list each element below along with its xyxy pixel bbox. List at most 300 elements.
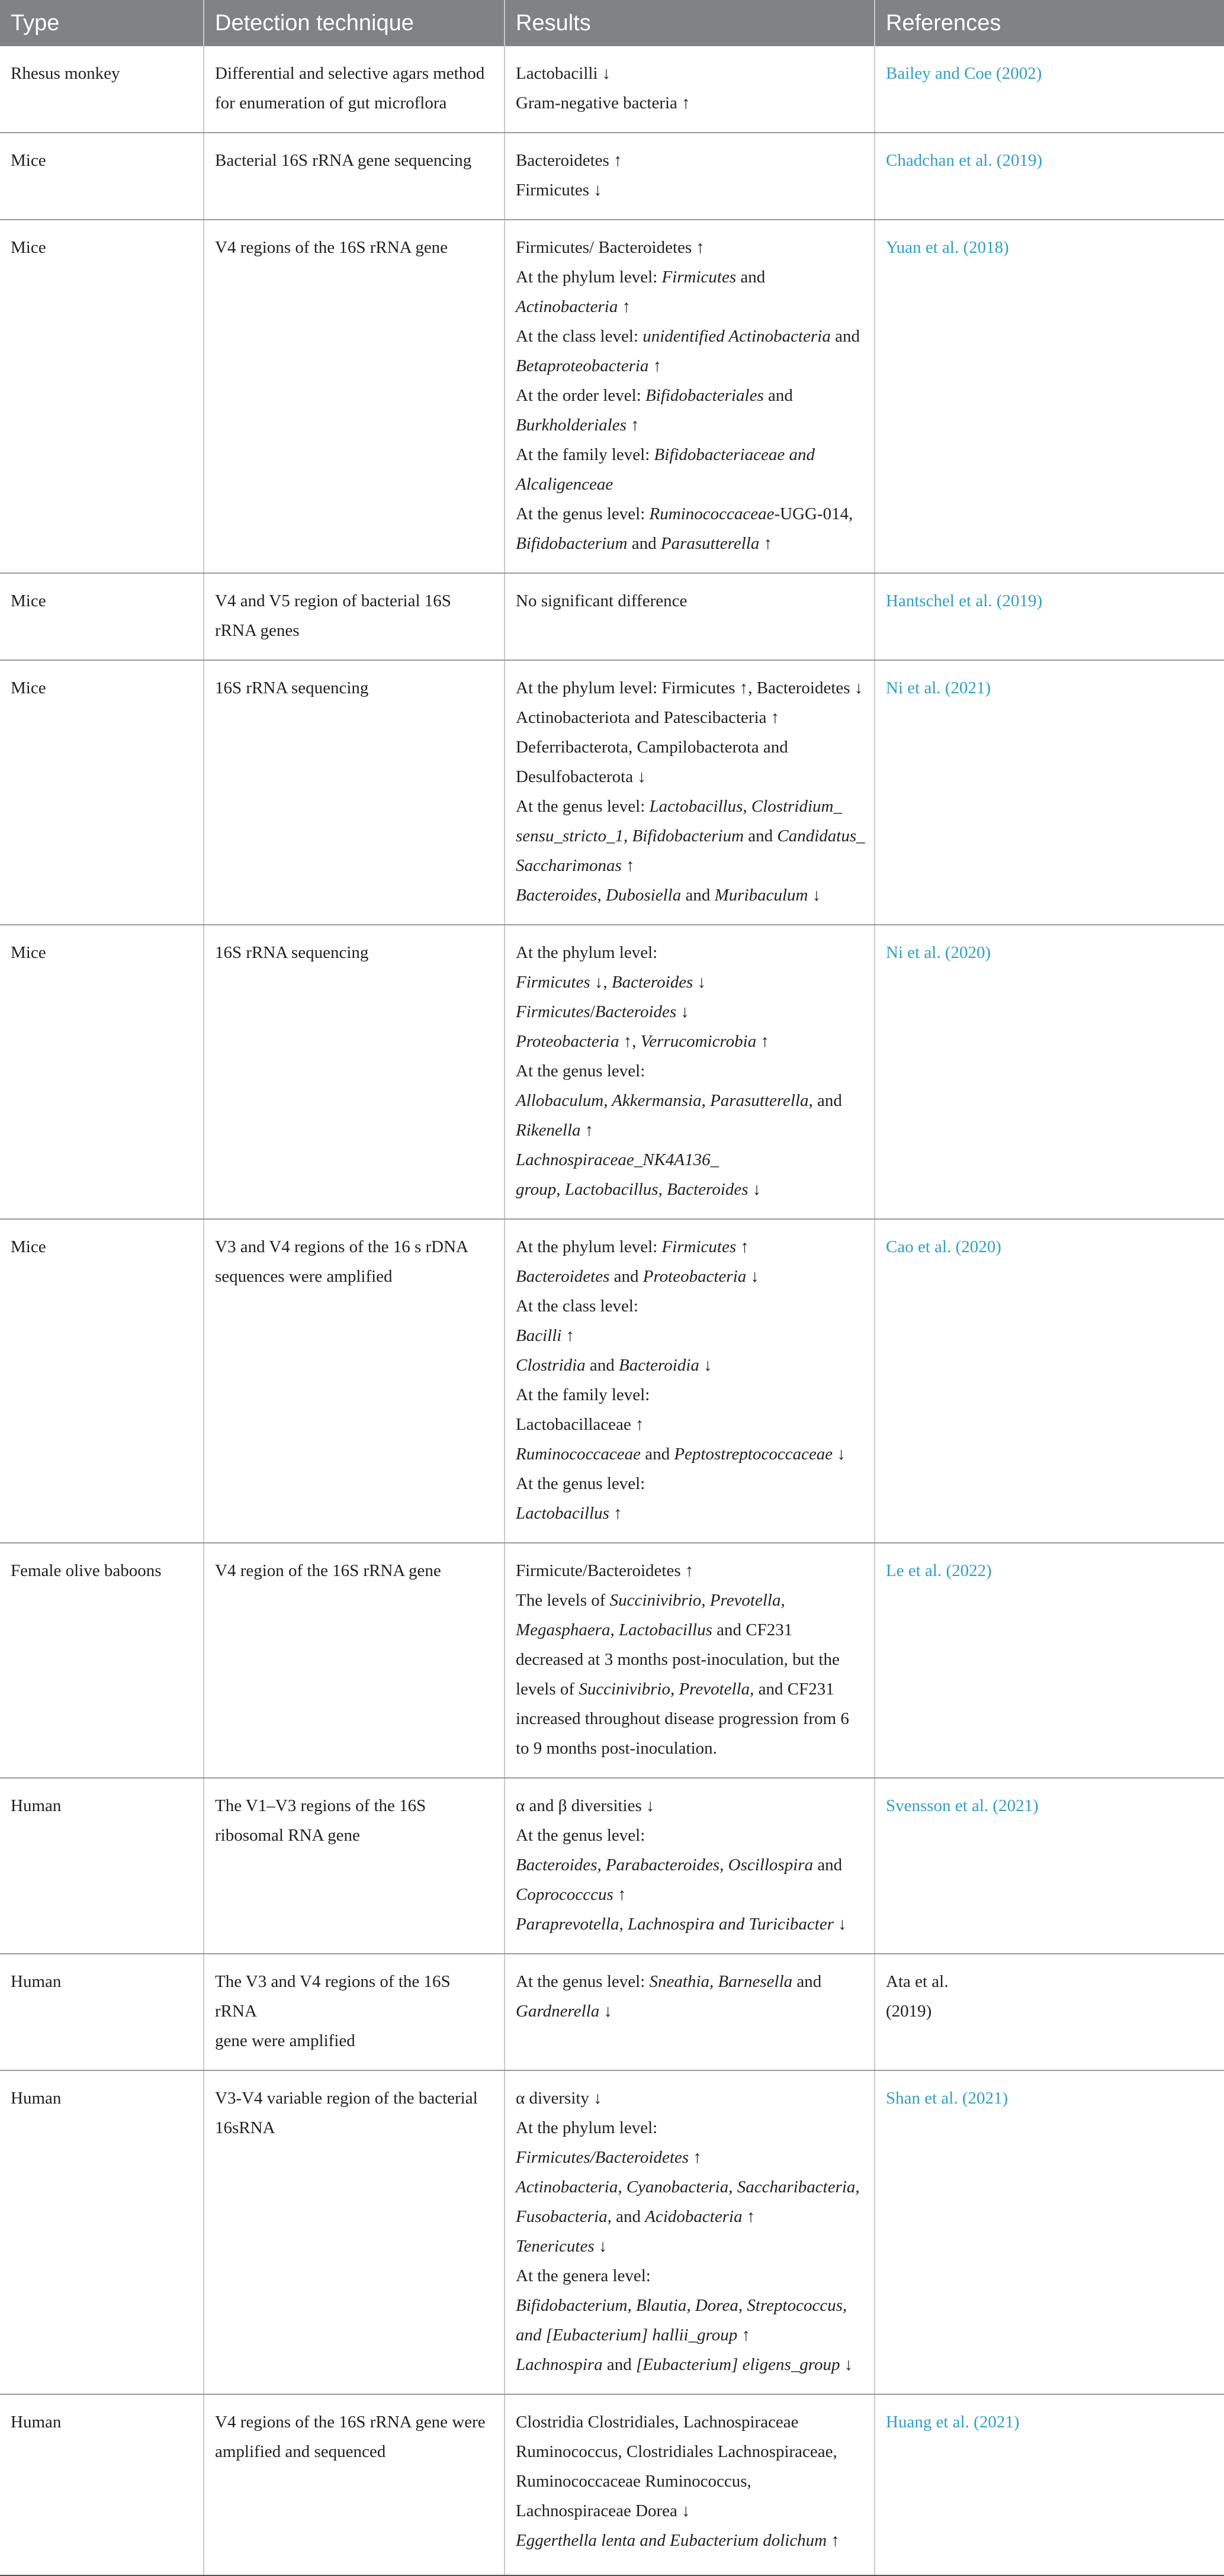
taxon-name: Firmicutes: [516, 973, 590, 992]
taxon-name: Megasphaera, Lactobacillus: [516, 1620, 712, 1639]
header-type: Type: [0, 0, 204, 46]
taxon-name: Ruminococcaceae: [649, 504, 775, 523]
result-line: [516, 997, 866, 1027]
result-text: ↓: [693, 973, 706, 992]
taxon-name: Eggerthella lenta and Eubacterium dolichum: [516, 2531, 827, 2550]
result-line: [516, 469, 866, 499]
technique-line: sequences were amplified: [215, 1267, 393, 1286]
result-text: Clostridia Clostridiales, Lachnospiraceae: [516, 2413, 799, 2432]
table-row: [0, 2070, 1224, 2394]
cell-type: Mice: [0, 1219, 204, 1543]
cell-reference[interactable]: [875, 573, 1224, 660]
cell-reference[interactable]: [875, 1543, 1224, 1778]
result-text: and CF231: [754, 1680, 834, 1699]
result-text: and: [611, 2207, 645, 2226]
result-line: [516, 1380, 866, 1410]
result-text: ↓: [676, 1002, 689, 1021]
result-text: No significant difference: [516, 591, 688, 610]
technique-line: V4 region of the 16S rRNA gene: [215, 1561, 441, 1580]
cell-detection-technique: [204, 925, 505, 1219]
result-line: [516, 2496, 866, 2526]
result-line: [516, 1909, 866, 1939]
taxon-name: Proteobacteria: [642, 1267, 747, 1286]
result-line: [516, 529, 866, 558]
result-line: [516, 1410, 866, 1439]
taxon-name: Muribaculum: [714, 886, 808, 905]
result-text: At the class level:: [516, 1297, 638, 1316]
result-text: and: [627, 534, 661, 553]
result-line: [516, 851, 866, 880]
result-text: ↑: [648, 356, 662, 375]
result-text: Deferribacterota, Campilobacterota and: [516, 738, 788, 757]
reference-link[interactable]: Svensson et al. (2021): [886, 1796, 1039, 1815]
result-line: [516, 2466, 866, 2496]
taxon-name: Burkholderiales: [516, 416, 627, 435]
result-text: Firmicute/Bacteroidetes ↑: [516, 1561, 694, 1580]
result-line: [516, 1645, 866, 1674]
result-line: [516, 1232, 866, 1262]
cell-type: Female olive baboons: [0, 1543, 204, 1778]
cell-type: Human: [0, 1778, 204, 1954]
cell-detection-technique: [204, 220, 505, 573]
reference-link[interactable]: Ni et al. (2021): [886, 678, 991, 697]
result-text: and: [602, 2355, 637, 2374]
cell-detection-technique: [204, 1219, 505, 1543]
result-text: ↓: [840, 2355, 853, 2374]
table-row: [0, 925, 1224, 1219]
result-line: [516, 938, 866, 967]
result-line: [516, 1175, 866, 1204]
result-text: At the phylum level: Firmicutes ↑, Bacteroidetes ↓: [516, 678, 863, 697]
result-text: ↑,: [619, 1032, 641, 1051]
result-text: At the genus level:: [516, 797, 650, 816]
taxon-name: and [Eubacterium] hallii_group: [516, 2326, 738, 2345]
result-text: and: [812, 1091, 842, 1110]
result-text: ↑: [756, 1032, 769, 1051]
result-text: levels of: [516, 1680, 579, 1699]
technique-line: 16S rRNA sequencing: [215, 678, 369, 697]
taxon-name: sensu_stricto_1, Bifidobacterium: [516, 826, 744, 845]
result-text: At the phylum level:: [516, 943, 658, 962]
taxon-name: Ruminococcaceae: [516, 1445, 641, 1464]
result-text: ↓: [808, 886, 821, 905]
taxon-name: Bacteroides, Parabacteroides, Oscillospira: [516, 1855, 814, 1874]
cell-type: Human: [0, 2070, 204, 2394]
reference-text: Ata et al.: [886, 1972, 949, 1991]
result-text: /: [590, 1002, 595, 1021]
taxon-name: Succinivibrio, Prevotella,: [579, 1680, 754, 1699]
reference-text: (2019): [886, 2002, 932, 2021]
taxon-name: Alcaligenceae: [516, 475, 613, 494]
taxon-name: Bacteroidia: [619, 1356, 699, 1375]
taxon-name: Verrucomicrobia: [640, 1032, 757, 1051]
result-line: [516, 1321, 866, 1350]
result-text: and: [609, 1267, 643, 1286]
result-text: Bacteroidetes ↑: [516, 151, 622, 170]
result-text: and: [763, 386, 793, 405]
cell-reference[interactable]: [875, 1219, 1224, 1543]
result-line: [516, 1791, 866, 1821]
result-text: and: [736, 268, 766, 287]
result-text: Lactobacilli ↓: [516, 64, 611, 83]
result-line: [516, 762, 866, 792]
cell-results: [505, 133, 875, 220]
result-text: and: [640, 1445, 674, 1464]
header-references: References: [875, 0, 1224, 46]
result-text: and: [681, 886, 715, 905]
result-text: Ruminococcaceae Ruminococcus,: [516, 2472, 751, 2491]
table-row: [0, 1543, 1224, 1778]
taxon-name: Firmicutes: [661, 1237, 737, 1256]
result-text: ↓,: [590, 973, 612, 992]
technique-line: ribosomal RNA gene: [215, 1826, 360, 1845]
taxon-name: Lachnospira: [516, 2355, 603, 2374]
taxon-name: group, Lactobacillus, Bacteroides: [516, 1180, 748, 1199]
taxon-name: Sneathia, Barnesella: [649, 1972, 793, 1991]
taxon-name: Firmicutes: [516, 1002, 590, 1021]
reference-link[interactable]: Chadchan et al. (2019): [886, 151, 1043, 170]
header-results: Results: [505, 0, 875, 46]
result-line: [516, 821, 866, 851]
taxon-name: Bacteroides, Dubosiella: [516, 886, 682, 905]
cell-detection-technique: [204, 2070, 505, 2394]
taxon-name: Proteobacteria: [516, 1032, 619, 1051]
cell-results: [505, 660, 875, 925]
result-text: Gram-negative bacteria ↑: [516, 94, 690, 112]
cell-results: [505, 46, 875, 133]
result-line: [516, 1262, 866, 1291]
taxon-name: Firmicutes/Bacteroidetes: [516, 2148, 689, 2167]
result-text: -UGG-014,: [774, 504, 853, 523]
result-line: [516, 1674, 866, 1704]
reference-link[interactable]: Huang et al. (2021): [886, 2413, 1020, 2432]
result-text: and CF231: [712, 1620, 793, 1639]
taxon-name: Actinobacteria: [516, 297, 618, 316]
cell-results: [505, 2394, 875, 2575]
result-text: ↑: [618, 297, 631, 316]
cell-results: [505, 220, 875, 573]
result-text: ↑: [759, 534, 773, 553]
result-text: The levels of: [516, 1591, 610, 1610]
result-line: [516, 586, 866, 616]
cell-detection-technique: [204, 1778, 505, 1954]
reference-link[interactable]: Bailey and Coe (2002): [886, 64, 1042, 83]
result-line: [516, 1056, 866, 1086]
result-line: [516, 2113, 866, 2143]
cell-reference[interactable]: [875, 2394, 1224, 2575]
cell-detection-technique: [204, 133, 505, 220]
result-line: [516, 2437, 866, 2466]
taxon-name: Bacteroidetes: [516, 1267, 610, 1286]
result-line: [516, 2526, 866, 2555]
result-line: [516, 2291, 866, 2320]
result-text: decreased at 3 months post-inoculation, but the: [516, 1650, 840, 1669]
result-text: ↓: [699, 1356, 712, 1375]
result-line: [516, 1086, 866, 1115]
taxon-name: Rikenella: [516, 1121, 581, 1140]
result-line: [516, 1880, 866, 1909]
result-line: [516, 292, 866, 321]
result-line: [516, 381, 866, 410]
cell-reference[interactable]: [875, 220, 1224, 573]
taxon-name: Lactobacillus, Clostridium_: [649, 797, 842, 816]
reference-link[interactable]: Shan et al. (2021): [886, 2089, 1008, 2108]
taxon-name: Peptostreptococcaceae: [674, 1445, 833, 1464]
cell-detection-technique: [204, 46, 505, 133]
result-line: [516, 673, 866, 703]
technique-line: Bacterial 16S rRNA gene sequencing: [215, 151, 472, 170]
result-line: [516, 1996, 866, 2026]
result-line: [516, 1821, 866, 1850]
cell-results: [505, 1778, 875, 1954]
result-line: [516, 410, 866, 440]
result-line: [516, 1556, 866, 1586]
result-text: ↓: [746, 1267, 759, 1286]
result-text: At the family level:: [516, 1385, 650, 1404]
result-text: ↑: [827, 2531, 840, 2550]
result-line: [516, 2320, 866, 2350]
taxon-name: Saccharimonas: [516, 856, 622, 875]
result-text: ↑: [580, 1121, 594, 1140]
result-text: ↑: [736, 1237, 749, 1256]
result-line: [516, 1734, 866, 1763]
result-line: [516, 792, 866, 821]
taxon-name: Allobaculum, Akkermansia, Parasutterella,: [516, 1091, 813, 1110]
result-text: At the phylum level:: [516, 268, 662, 287]
technique-line: The V1–V3 regions of the 16S: [215, 1796, 426, 1815]
cell-reference[interactable]: [875, 925, 1224, 1219]
result-text: At the phylum level:: [516, 2118, 658, 2137]
cell-reference[interactable]: [875, 1778, 1224, 1954]
result-text: Firmicutes ↓: [516, 181, 602, 200]
result-text: and: [813, 1855, 843, 1874]
result-text: At the class level:: [516, 327, 643, 346]
cell-reference[interactable]: [875, 660, 1224, 925]
reference-link[interactable]: Hantschel et al. (2019): [886, 591, 1043, 610]
taxon-name: [Eubacterium] eligens_group: [636, 2355, 840, 2374]
result-text: At the genus level:: [516, 1474, 645, 1493]
result-line: [516, 88, 866, 118]
cell-reference[interactable]: [875, 46, 1224, 133]
result-text: Desulfobacterota ↓: [516, 767, 646, 786]
cell-results: [505, 573, 875, 660]
taxon-name: Paraprevotella, Lachnospira and Turicibacter: [516, 1915, 834, 1934]
result-line: [516, 2407, 866, 2437]
taxon-name: Candidatus_: [777, 826, 865, 845]
technique-line: for enumeration of gut microflora: [215, 94, 447, 112]
table-row: [0, 46, 1224, 133]
result-text: At the genus level:: [516, 1972, 650, 1991]
result-text: Ruminococcus, Clostridiales Lachnospiraceae,: [516, 2442, 837, 2461]
cell-detection-technique: [204, 660, 505, 925]
result-line: [516, 1850, 866, 1880]
result-line: [516, 1350, 866, 1380]
table-row: [0, 1954, 1224, 2070]
taxon-name: Bifidobacterium, Blautia, Dorea, Streptococcus,: [516, 2296, 847, 2315]
result-line: [516, 499, 866, 529]
cell-reference[interactable]: [875, 2070, 1224, 2394]
result-line: [516, 1027, 866, 1056]
reference-link[interactable]: Cao et al. (2020): [886, 1237, 1001, 1256]
cell-detection-technique: [204, 573, 505, 660]
result-text: ↑: [742, 2207, 756, 2226]
result-text: At the order level:: [516, 386, 646, 405]
table-row: [0, 1219, 1224, 1543]
taxon-name: Bifidobacterium: [516, 534, 628, 553]
result-text: Lactobacillaceae ↑: [516, 1415, 644, 1434]
taxon-name: Fusobacteria,: [516, 2207, 612, 2226]
result-line: [516, 2350, 866, 2379]
result-text: At the genus level:: [516, 1062, 645, 1080]
result-text: to 9 months post-inoculation.: [516, 1739, 717, 1758]
cell-results: [505, 1543, 875, 1778]
result-line: [516, 1586, 866, 1615]
technique-line: The V3 and V4 regions of the 16S rRNA: [215, 1972, 451, 2021]
cell-reference: [875, 1954, 1224, 2070]
taxon-name: Bacilli: [516, 1326, 562, 1345]
cell-type: Human: [0, 1954, 204, 2070]
taxon-name: Firmicutes: [661, 268, 737, 287]
result-line: [516, 1615, 866, 1645]
result-text: and: [830, 327, 860, 346]
result-text: At the genus level:: [516, 504, 650, 523]
result-line: [516, 967, 866, 997]
technique-line: V3 and V4 regions of the 16 s rDNA: [215, 1237, 468, 1256]
table-row: [0, 220, 1224, 573]
taxon-name: Bifidobacteriales: [645, 386, 764, 405]
result-text: α diversity ↓: [516, 2089, 602, 2108]
taxon-name: Betaproteobacteria: [516, 356, 649, 375]
result-line: [516, 2143, 866, 2172]
cell-detection-technique: [204, 2394, 505, 2575]
result-line: [516, 880, 866, 910]
result-text: ↑: [626, 416, 640, 435]
cell-type: Mice: [0, 220, 204, 573]
technique-line: V4 and V5 region of bacterial 16S: [215, 591, 451, 610]
result-line: [516, 1291, 866, 1321]
result-line: [516, 2202, 866, 2231]
result-text: and: [585, 1356, 619, 1375]
result-line: [516, 262, 866, 292]
technique-line: 16S rRNA sequencing: [215, 943, 369, 962]
result-text: ↓: [748, 1180, 762, 1199]
result-line: [516, 2172, 866, 2202]
result-line: [516, 1115, 866, 1145]
technique-line: gene were amplified: [215, 2031, 355, 2050]
reference-link[interactable]: Le et al. (2022): [886, 1561, 992, 1580]
taxon-name: Parasutterella: [660, 534, 760, 553]
cell-type: Mice: [0, 660, 204, 925]
result-line: [516, 2261, 866, 2291]
result-text: ↓: [599, 2002, 612, 2021]
technique-line: amplified and sequenced: [215, 2442, 386, 2461]
result-text: At the genus level:: [516, 1826, 645, 1845]
table-row: [0, 2394, 1224, 2575]
cell-type: Mice: [0, 133, 204, 220]
technique-line: V4 regions of the 16S rRNA gene: [215, 238, 448, 257]
result-text: α and β diversities ↓: [516, 1796, 655, 1815]
result-text: Lachnospiraceae Dorea ↓: [516, 2501, 690, 2520]
reference-link[interactable]: Yuan et al. (2018): [886, 238, 1009, 257]
cell-results: [505, 2070, 875, 2394]
cell-detection-technique: [204, 1954, 505, 2070]
result-text: At the phylum level:: [516, 1237, 662, 1256]
result-text: and: [744, 826, 778, 845]
result-text: At the genera level:: [516, 2266, 651, 2285]
taxon-name: Lachnospiraceae_NK4A136_: [516, 1150, 719, 1169]
taxon-name: Clostridia: [516, 1356, 586, 1375]
result-text: At the family level:: [516, 445, 654, 464]
result-line: [516, 1967, 866, 1996]
taxon-name: Actinobacteria, Cyanobacteria, Saccharibacteria,: [516, 2178, 860, 2196]
taxon-name: unidentified Actinobacteria: [642, 327, 831, 346]
taxon-name: Gardnerella: [516, 2002, 600, 2021]
header-row: [0, 0, 1224, 46]
result-line: [516, 1704, 866, 1734]
result-line: [516, 175, 866, 205]
table-row: [0, 133, 1224, 220]
cell-results: [505, 1954, 875, 2070]
result-line: [516, 351, 866, 381]
result-line: [516, 1145, 866, 1175]
taxon-name: Lactobacillus: [516, 1504, 609, 1523]
result-text: ↑: [689, 2148, 702, 2167]
technique-line: Differential and selective agars method: [215, 64, 485, 83]
result-line: [516, 440, 866, 469]
result-line: [516, 2083, 866, 2113]
cell-results: [505, 925, 875, 1219]
cell-type: Mice: [0, 925, 204, 1219]
reference-link[interactable]: Ni et al. (2020): [886, 943, 991, 962]
result-text: ↑: [613, 1885, 627, 1904]
result-text: ↓: [834, 1915, 847, 1934]
result-text: increased throughout disease progression from 6: [516, 1709, 849, 1728]
cell-detection-technique: [204, 1543, 505, 1778]
cell-type: Mice: [0, 573, 204, 660]
result-line: [516, 1439, 866, 1469]
cell-type: Rhesus monkey: [0, 46, 204, 133]
table-row: [0, 660, 1224, 925]
technique-line: V3-V4 variable region of the bacterial: [215, 2089, 478, 2108]
technique-line: rRNA genes: [215, 621, 300, 640]
result-line: [516, 146, 866, 175]
result-text: and: [792, 1972, 822, 1991]
taxon-name: Tenericutes: [516, 2237, 595, 2256]
header-detection-technique: Detection technique: [204, 0, 505, 46]
result-line: [516, 2231, 866, 2261]
table-row: [0, 1778, 1224, 1954]
result-line: [516, 59, 866, 88]
taxon-name: Acidobacteria: [645, 2207, 743, 2226]
technique-line: V4 regions of the 16S rRNA gene were: [215, 2413, 486, 2432]
result-text: ↑: [561, 1326, 575, 1345]
table-row: [0, 573, 1224, 660]
result-text: ↓: [833, 1445, 846, 1464]
taxon-name: Bacteroides: [595, 1002, 677, 1021]
result-line: [516, 321, 866, 351]
taxon-name: Bacteroides: [611, 973, 693, 992]
result-text: ↑: [737, 2326, 751, 2345]
result-line: [516, 1469, 866, 1498]
cell-reference[interactable]: [875, 133, 1224, 220]
cell-results: [505, 1219, 875, 1543]
taxon-name: Succinivibrio, Prevotella,: [609, 1591, 785, 1610]
taxon-name: Coprococccus: [516, 1885, 613, 1904]
technique-line: 16sRNA: [215, 2118, 275, 2137]
result-text: ↑: [609, 1504, 622, 1523]
result-text: ↑: [621, 856, 635, 875]
result-line: [516, 732, 866, 762]
